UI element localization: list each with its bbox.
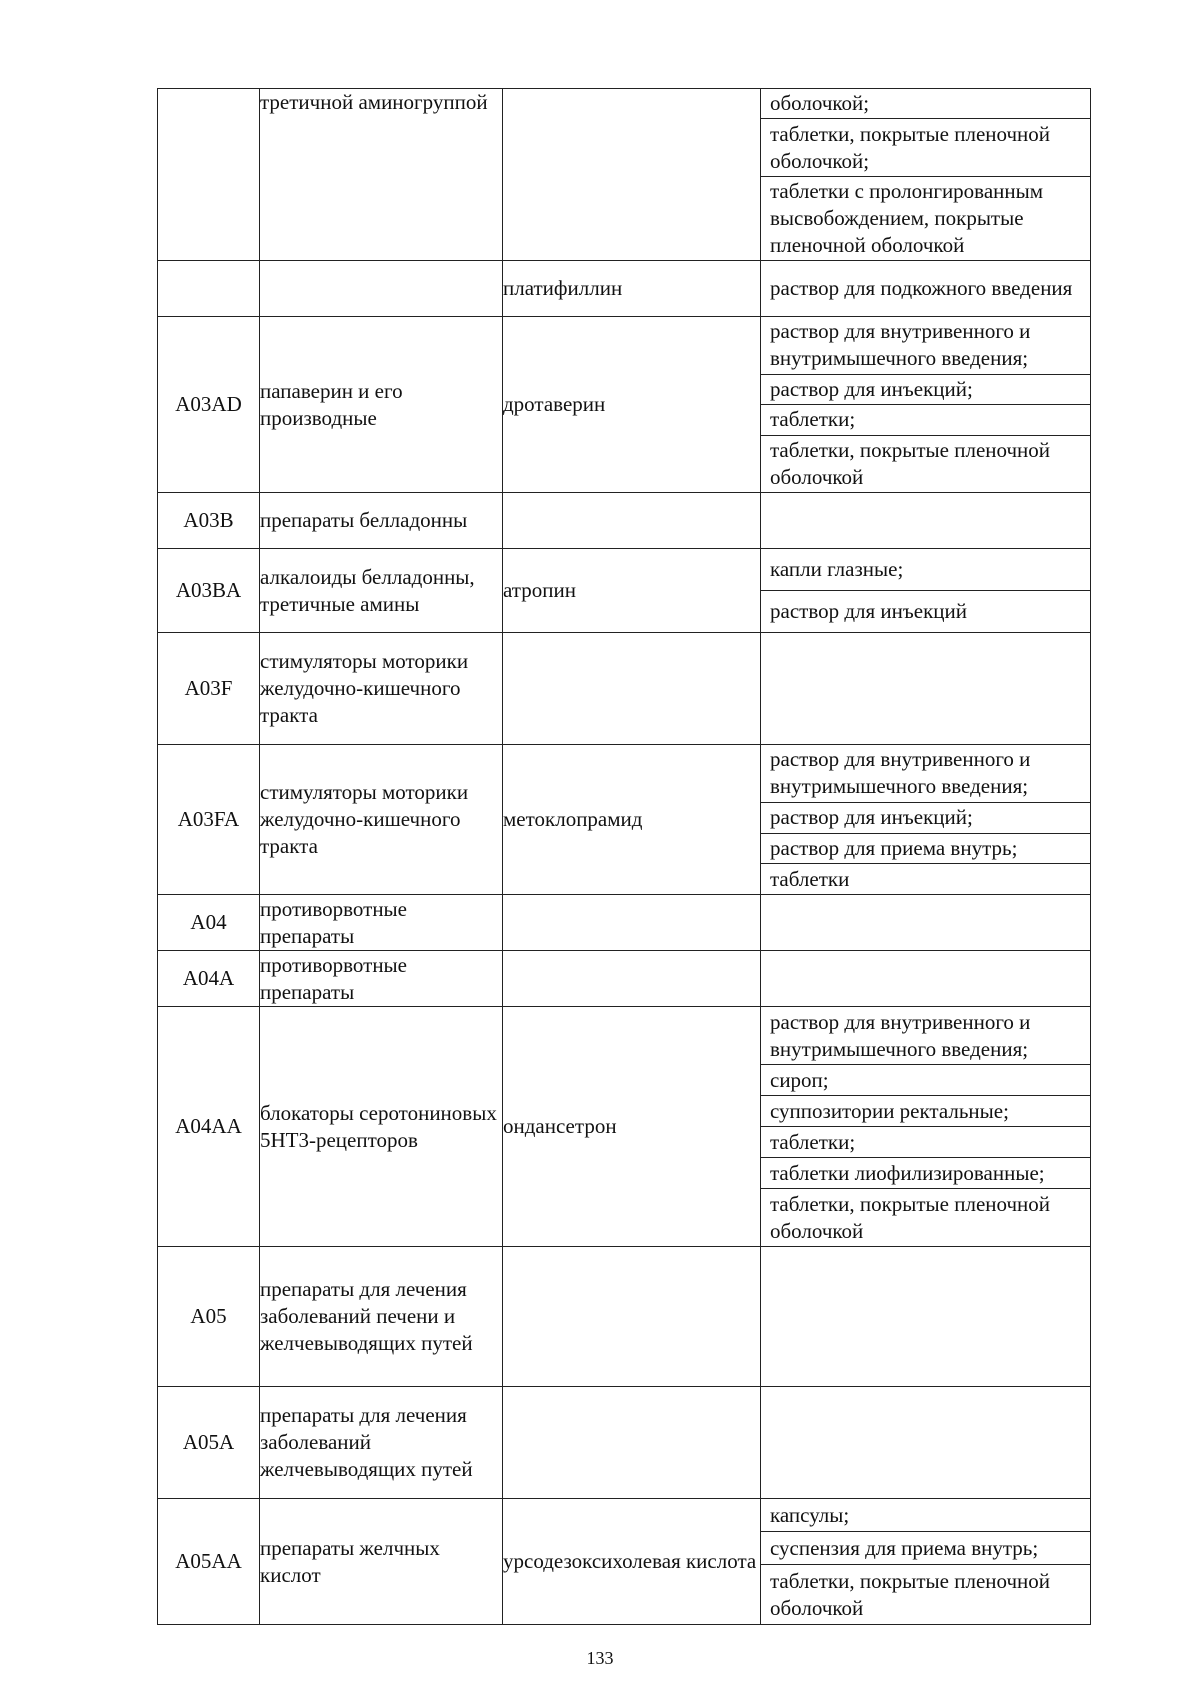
dosage-forms-cell bbox=[761, 1007, 1091, 1247]
table-row bbox=[158, 745, 1091, 895]
atc-group-cell: стимуляторы моторики желудочно-кишечного тракта bbox=[260, 745, 503, 895]
drug-name-cell bbox=[503, 895, 761, 951]
dosage-form: оболочкой; bbox=[761, 89, 1090, 119]
dosage-form: раствор для инъекций; bbox=[761, 803, 1090, 834]
dosage-form: раствор для приема внутрь; bbox=[761, 834, 1090, 865]
atc-group-cell: препараты желчных кислот bbox=[260, 1499, 503, 1625]
dosage-forms-cell bbox=[761, 549, 1091, 633]
dosage-form: таблетки bbox=[770, 866, 850, 891]
atc-code-cell: A04AA bbox=[158, 1007, 260, 1247]
drug-name-cell: дротаверин bbox=[503, 317, 761, 493]
dosage-forms-cell bbox=[761, 1499, 1091, 1625]
table-row bbox=[158, 633, 1091, 745]
table-row bbox=[158, 1007, 1091, 1247]
atc-code-cell: A03FA bbox=[158, 745, 260, 895]
atc-code-cell bbox=[158, 89, 260, 261]
atc-group-cell: противорвотные препараты bbox=[260, 951, 503, 1007]
drug-name-cell: атропин bbox=[503, 549, 761, 633]
atc-group-cell: третичной аминогруппой bbox=[260, 89, 503, 261]
table-row bbox=[158, 261, 1091, 317]
atc-code-cell: A05AA bbox=[158, 1499, 260, 1625]
dosage-forms-cell bbox=[761, 745, 1091, 895]
drug-name-cell: ондансетрон bbox=[503, 1007, 761, 1247]
dosage-forms-cell bbox=[761, 317, 1091, 493]
drug-name-cell bbox=[503, 633, 761, 745]
dosage-form: таблетки, покрытые пленочной оболочкой; bbox=[761, 119, 1090, 176]
dosage-forms-cell bbox=[761, 951, 1091, 1007]
dosage-form: раствор для внутривенного и внутримышечного введения; bbox=[761, 317, 1090, 375]
dosage-form: раствор для инъекций; bbox=[761, 375, 1090, 406]
dosage-form: таблетки, покрытые пленочной оболочкой bbox=[770, 1191, 1051, 1243]
atc-code-cell: A05 bbox=[158, 1247, 260, 1387]
drug-name-cell bbox=[503, 1247, 761, 1387]
dosage-form: таблетки; bbox=[761, 1127, 1090, 1158]
dosage-form: раствор для внутривенного и внутримышечного введения; bbox=[761, 745, 1090, 803]
atc-code-cell: A04A bbox=[158, 951, 260, 1007]
atc-group-cell: алкалоиды белладонны, третичные амины bbox=[260, 549, 503, 633]
table-row bbox=[158, 1499, 1091, 1625]
dosage-form: суспензия для приема внутрь; bbox=[761, 1532, 1090, 1565]
table-row bbox=[158, 549, 1091, 633]
dosage-form: раствор для внутривенного и внутримышечного введения; bbox=[761, 1007, 1090, 1065]
dosage-form: капсулы; bbox=[761, 1499, 1090, 1532]
drug-name-cell bbox=[503, 1387, 761, 1499]
dosage-form: таблетки с пролонгированным высвобождением, покрытые пленочной оболочкой bbox=[770, 178, 1044, 257]
dosage-forms-cell bbox=[761, 895, 1091, 951]
atc-group-cell: противорвотные препараты bbox=[260, 895, 503, 951]
dosage-forms-cell bbox=[761, 261, 1091, 317]
table-row bbox=[158, 89, 1091, 261]
dosage-form: таблетки, покрытые пленочной оболочкой bbox=[770, 437, 1051, 489]
atc-group-cell: папаверин и его производные bbox=[260, 317, 503, 493]
atc-group-cell: блокаторы серотониновых 5HT3-рецепторов bbox=[260, 1007, 503, 1247]
dosage-form: раствор для подкожного введения bbox=[770, 276, 1073, 300]
table-row bbox=[158, 951, 1091, 1007]
table-row bbox=[158, 895, 1091, 951]
drug-name-cell: платифиллин bbox=[503, 261, 761, 317]
table-row bbox=[158, 317, 1091, 493]
table-row bbox=[158, 1247, 1091, 1387]
dosage-form: раствор для инъекций bbox=[770, 599, 967, 623]
dosage-form: суппозитории ректальные; bbox=[761, 1096, 1090, 1127]
atc-code-cell: A03AD bbox=[158, 317, 260, 493]
dosage-forms-cell bbox=[761, 493, 1091, 549]
page-number: 133 bbox=[586, 1648, 614, 1668]
medication-table bbox=[157, 88, 1091, 1625]
drug-name-cell bbox=[503, 89, 761, 261]
atc-group-cell bbox=[260, 261, 503, 317]
dosage-forms-cell bbox=[761, 89, 1091, 261]
table-row bbox=[158, 1387, 1091, 1499]
atc-code-cell: A03BA bbox=[158, 549, 260, 633]
atc-code-cell bbox=[158, 261, 260, 317]
atc-group-cell: препараты для лечения заболеваний желчевыводящих путей bbox=[260, 1387, 503, 1499]
drug-name-cell bbox=[503, 493, 761, 549]
atc-code-cell: A03B bbox=[158, 493, 260, 549]
drug-name-cell: метоклопрамид bbox=[503, 745, 761, 895]
drug-name-cell bbox=[503, 951, 761, 1007]
dosage-form: сироп; bbox=[761, 1065, 1090, 1096]
atc-code-cell: A04 bbox=[158, 895, 260, 951]
dosage-form: таблетки, покрытые пленочной оболочкой bbox=[770, 1568, 1051, 1620]
dosage-forms-cell bbox=[761, 1387, 1091, 1499]
dosage-forms-cell bbox=[761, 1247, 1091, 1387]
atc-group-cell: стимуляторы моторики желудочно-кишечного тракта bbox=[260, 633, 503, 745]
drug-name-cell: урсодезоксихолевая кислота bbox=[503, 1499, 761, 1625]
atc-group-cell: препараты белладонны bbox=[260, 493, 503, 549]
atc-code-cell: A05A bbox=[158, 1387, 260, 1499]
dosage-form: капли глазные; bbox=[761, 549, 1090, 591]
dosage-form: таблетки; bbox=[761, 405, 1090, 436]
dosage-forms-cell bbox=[761, 633, 1091, 745]
table-row bbox=[158, 493, 1091, 549]
atc-code-cell: A03F bbox=[158, 633, 260, 745]
atc-group-cell: препараты для лечения заболеваний печени и желчевыводящих путей bbox=[260, 1247, 503, 1387]
dosage-form: таблетки лиофилизированные; bbox=[761, 1158, 1090, 1189]
